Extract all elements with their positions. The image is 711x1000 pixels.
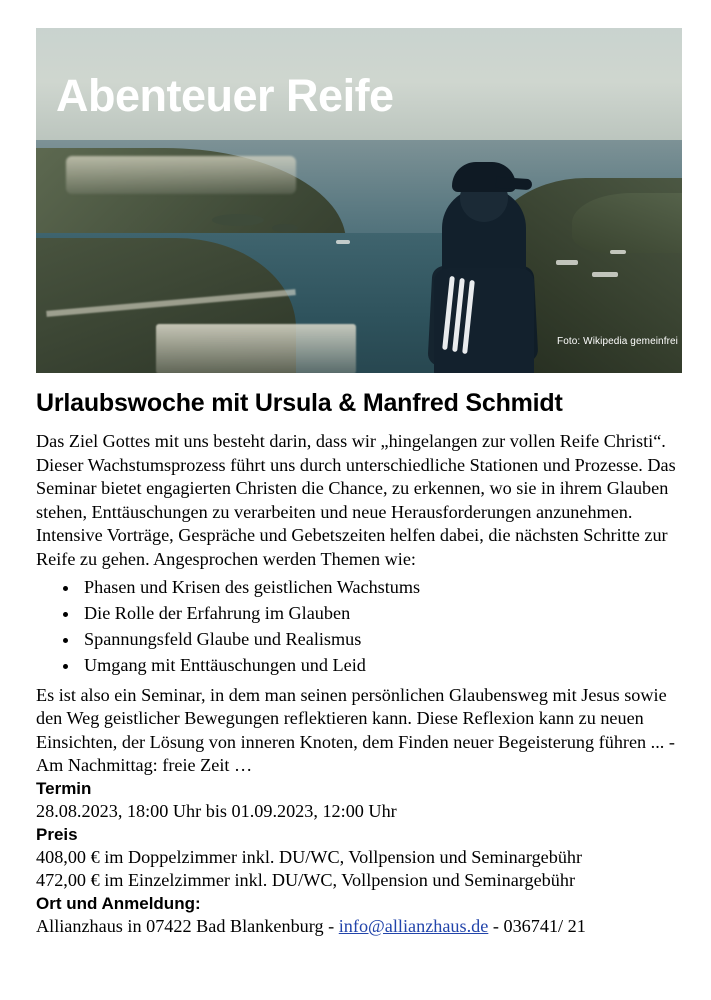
islet-icon	[272, 224, 298, 232]
distant-town	[66, 156, 296, 194]
preis-label: Preis	[36, 824, 78, 844]
list-item: • Spannungsfeld Glaube und Realismus	[80, 626, 684, 652]
article-content	[36, 389, 684, 938]
islet-icon	[212, 214, 264, 226]
boat-icon	[556, 260, 578, 265]
phone-number: - 036741/ 21	[488, 915, 586, 936]
foreground-buildings	[156, 324, 356, 373]
preis-single-room: 472,00 € im Einzelzimmer inkl. DU/WC, Vollpension und Seminargebühr	[36, 870, 575, 891]
right-headland-ridge	[572, 193, 682, 253]
termin-value: 28.08.2023, 18:00 Uhr bis 01.09.2023, 12:00 Uhr	[36, 800, 397, 821]
hero-image	[36, 28, 682, 373]
ort-label: Ort und Anmeldung:	[36, 893, 201, 913]
email-link[interactable]: info@allianzhaus.de	[338, 915, 489, 936]
termin-label: Termin	[36, 778, 92, 798]
outro-paragraph: Es ist also ein Seminar, in dem man seinen persönlichen Glaubensweg mit Jesus sowie den Weg geistlicher Bewegungen reflektieren kann. Diese Reflexion kann zu neuen Einsichten, der Lösung von inneren Knoten, dem Finden neuer Begeisterung führen ... - Am Nachmittag: freie Zeit …	[36, 684, 675, 776]
list-item: • Umgang mit Enttäuschungen und Leid	[80, 652, 684, 678]
intro-paragraph: Das Ziel Gottes mit uns besteht darin, dass wir „hingelangen zur vollen Reife Christi“. Dieser Wachstumsprozess führt uns durch unterschiedliche Stationen und Prozesse. Das Seminar bietet engagierten Christen die Chance, zu erkennen, wo sie in ihrem Glauben stehen, Enttäuschungen zu verarbeiten und neue Herausforderungen anzunehmen. Intensive Vorträge, Gespräche und Gebetszeiten helfen dabei, die nächsten Schritte zur Reife zu gehen. Angesprochen werden Themen wie:	[36, 431, 676, 569]
ort-line	[36, 915, 684, 939]
boat-icon	[592, 272, 618, 277]
topics-list	[36, 574, 684, 678]
hero-title: Abenteuer Reife	[56, 70, 394, 121]
list-item: • Phasen und Krisen des geistlichen Wachstums	[80, 574, 684, 600]
preis-double-room: 408,00 € im Doppelzimmer inkl. DU/WC, Vollpension und Seminargebühr	[36, 846, 583, 867]
person-silhouette	[424, 148, 544, 373]
boat-icon	[336, 240, 350, 244]
boat-icon	[610, 250, 626, 254]
page-title: Urlaubswoche mit Ursula & Manfred Schmidt	[36, 389, 563, 417]
ort-prefix: Allianzhaus in 07422 Bad Blankenburg -	[36, 915, 339, 936]
photo-credit: Foto: Wikipedia gemeinfrei	[557, 336, 678, 347]
details-block	[36, 778, 684, 938]
list-item: • Die Rolle der Erfahrung im Glauben	[80, 600, 684, 626]
